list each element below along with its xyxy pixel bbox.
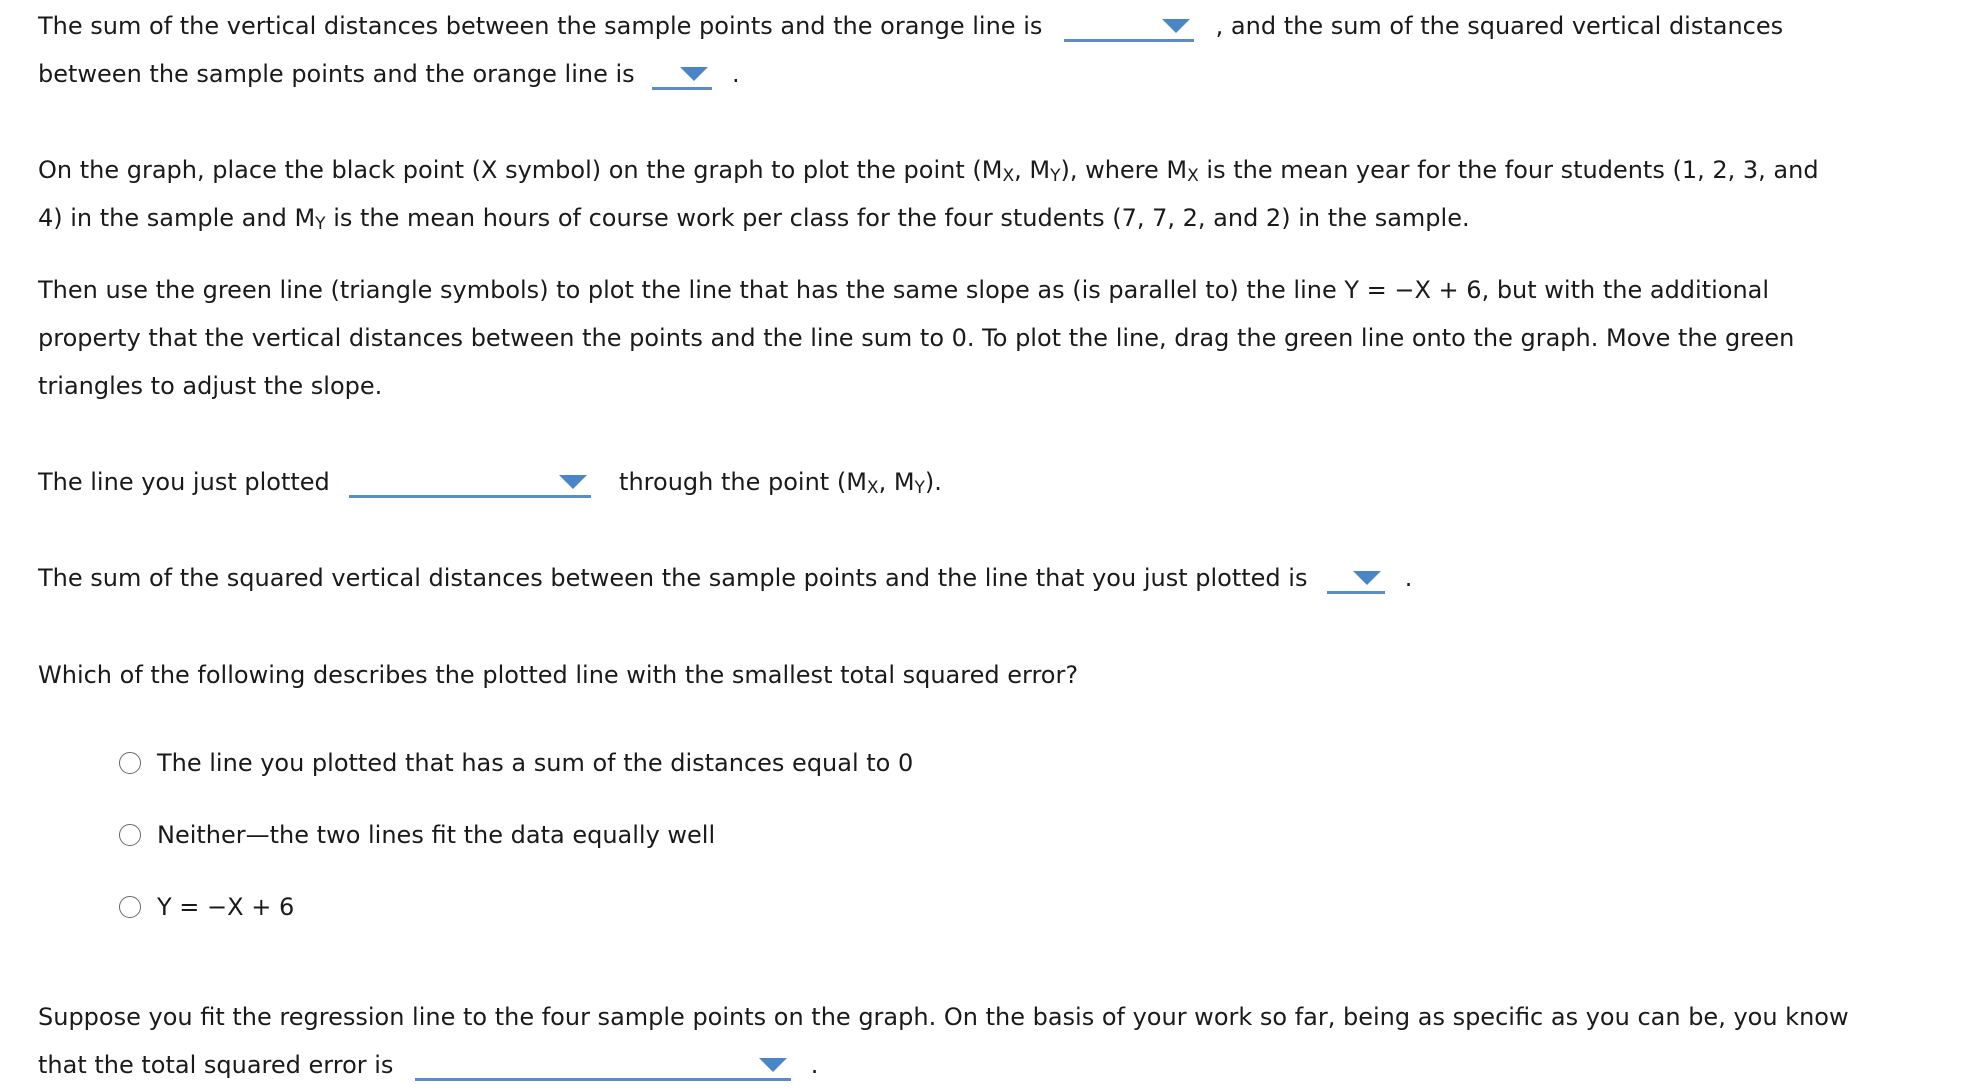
orange-sum-dropdown[interactable]: [1064, 14, 1194, 42]
line-through-label: The line you just plotted: [38, 468, 330, 496]
orange-line-question: [38, 2, 1783, 50]
regression-question-1: Suppose you fit the regression line to the four sample points on the graph. On the basis of your work so far, being as specific as you can be, you know: [38, 1003, 1849, 1031]
green-line-instruction-3: triangles to adjust the slope.: [38, 372, 383, 400]
line-through-point: , M: [878, 468, 915, 496]
mean-point-text: On the graph, place the black point (X symbol) on the graph to plot the point (M: [38, 156, 1003, 184]
line-through-point: through the point (M: [619, 468, 867, 496]
orange-sum-label: The sum of the vertical distances between the sample points and the orange line is: [38, 12, 1043, 40]
option-label: The line you plotted that has a sum of the distances equal to 0: [157, 749, 914, 777]
subscript-y: Y: [1050, 166, 1061, 186]
squared-distance-label: The sum of the squared vertical distances between the sample points and the line that you just plotted is: [38, 564, 1308, 592]
squared-distance-dropdown[interactable]: [1327, 566, 1385, 594]
radio-circle-icon[interactable]: [119, 896, 141, 918]
subscript-x: X: [866, 478, 879, 498]
radio-circle-icon[interactable]: [119, 824, 141, 846]
option-label: Y = −X + 6: [157, 893, 295, 921]
period: .: [1404, 564, 1413, 592]
caret-down-icon: [1353, 571, 1381, 585]
mean-point-instruction-cont: [38, 194, 1470, 248]
option-given-line[interactable]: [119, 891, 294, 923]
caret-down-icon: [759, 1058, 787, 1072]
mean-point-text: 4) in the sample and M: [38, 204, 316, 232]
squared-distance-question: [38, 554, 1412, 602]
mean-point-text: is the mean hours of course work per class for the four students (7, 7, 2, and 2) in the sample.: [333, 204, 1470, 232]
green-line-instruction-2: property that the vertical distances between the points and the line sum to 0. To plot the line, drag the green line onto the graph. Move the green: [38, 324, 1795, 352]
period: .: [731, 60, 740, 88]
mean-point-text: is the mean year for the four students (1, 2, 3, and: [1206, 156, 1819, 184]
orange-line-question-cont: [38, 50, 740, 98]
passes-through-dropdown[interactable]: [349, 470, 591, 498]
mean-point-text: , M: [1014, 156, 1051, 184]
orange-squared-label-cont: between the sample points and the orange line is: [38, 60, 635, 88]
green-line-instruction-1: Then use the green line (triangle symbols) to plot the line that has the same slope as (is parallel to) the line Y = −X + 6, but with the additional: [38, 276, 1770, 304]
radio-circle-icon[interactable]: [119, 752, 141, 774]
subscript-x: X: [1187, 166, 1199, 186]
line-through-point: ).: [924, 468, 942, 496]
regression-label: that the total squared error is: [38, 1051, 394, 1079]
period: .: [810, 1051, 819, 1079]
subscript-x: X: [1002, 166, 1015, 186]
orange-squared-dropdown[interactable]: [652, 62, 712, 90]
line-through-question: [38, 458, 942, 512]
caret-down-icon: [1162, 19, 1190, 33]
regression-question-2: [38, 1041, 818, 1089]
caret-down-icon: [680, 67, 708, 81]
subscript-y: Y: [914, 478, 925, 498]
mean-point-instruction: [38, 146, 1819, 200]
total-squared-error-dropdown[interactable]: [415, 1053, 791, 1081]
question-prompt: Which of the following describes the plotted line with the smallest total squared error?: [38, 661, 1079, 689]
subscript-y: Y: [315, 214, 326, 234]
mean-point-text: ), where M: [1060, 156, 1188, 184]
option-label: Neither—the two lines fit the data equally well: [157, 821, 716, 849]
orange-squared-label: , and the sum of the squared vertical distances: [1215, 12, 1784, 40]
caret-down-icon: [559, 475, 587, 489]
option-zero-sum-line[interactable]: [119, 747, 913, 779]
option-neither[interactable]: [119, 819, 715, 851]
